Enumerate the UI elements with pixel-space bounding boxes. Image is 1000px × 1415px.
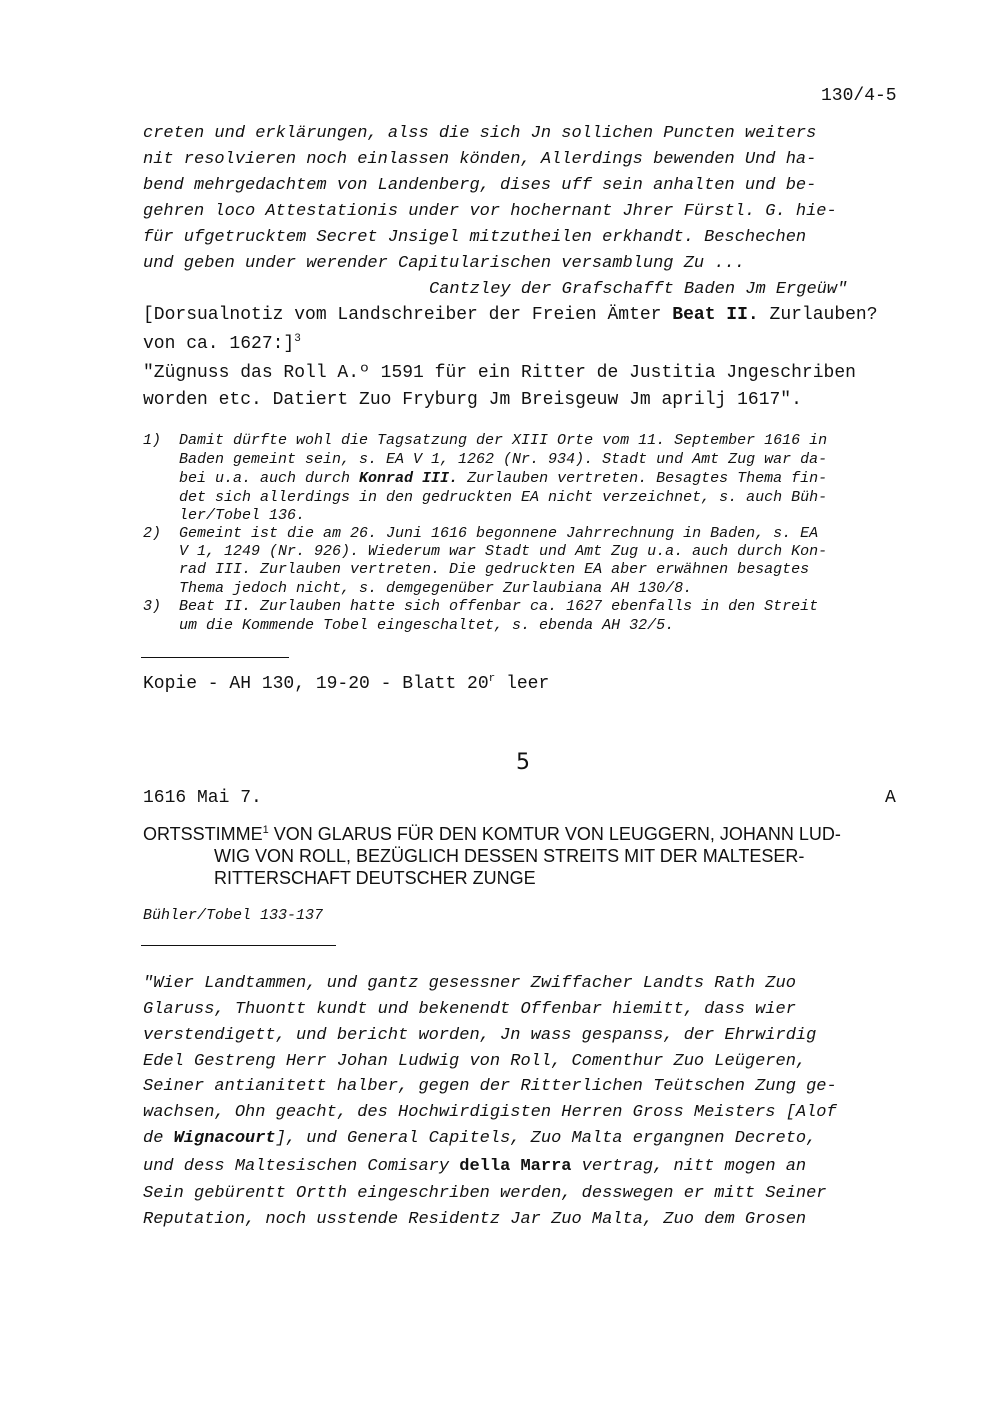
footnote-ref: 3 [294,333,301,345]
body-line [143,1157,806,1176]
footnote-line: Beat II. Zurlauben hatte sich offenbar ca. 1627 ebenfalls in den Streit [179,598,819,615]
body-text: ], und General Capitels, Zuo Malta ergangnen Decreto, [275,1129,817,1148]
title-word: ORTSSTIMME [143,824,263,844]
dorsal-name: Beat II. [672,305,759,325]
dorsal-note-line2 [143,333,301,354]
footnote-line: um die Kommende Tobel eingeschaltet, s. ebenda AH 32/5. [179,617,675,634]
footnote-line: ler/Tobel 136. [179,507,306,524]
quote-line: creten und erklärungen, alss die sich Jn sollichen Puncten weiters [143,124,817,143]
source-sup: r [488,673,496,685]
footnote-line [179,470,827,487]
body-line: Seiner antianitett halber, gegen der Ritterlichen Teütschen Zung ge- [143,1077,837,1096]
dorsal-date: von ca. 1627:] [143,334,295,354]
dorsal-suffix: Zurlauben? [758,305,878,325]
entry-reference: Bühler/Tobel 133-137 [143,907,324,924]
body-line: Reputation, noch usstende Residentz Jar Zuo Malta, Zuo dem Grosen [143,1210,807,1229]
footnote-line: rad III. Zurlauben vertreten. Die gedruckten EA aber erwähnen besagtes [179,561,810,578]
source-text: Kopie - AH 130, 19-20 - Blatt 20 [143,674,489,694]
body-text: und dess Maltesischen Comisary [143,1157,460,1176]
footnote-number: 1) [143,432,162,449]
quote-line: nit resolvieren noch einlassen könden, Allerdings bewenden Und ha- [143,150,817,169]
footnote-line: Gemeint ist die am 26. Juni 1616 begonnene Jahrrechnung in Baden, s. EA [179,525,819,542]
divider [141,657,289,658]
footnote-number: 3) [143,598,162,615]
quote-line: für ufgetrucktem Secret Jnsigel mitzutheilen erkhandt. Beschechen [143,228,807,247]
body-text: de [143,1129,174,1148]
body-bold-name: della Marra [459,1157,572,1176]
dorsal-prefix: [Dorsualnotiz vom Landschreiber der Freien Ämter [143,305,673,325]
body-line: Edel Gestreng Herr Johan Ludwig von Roll, Comenthur Zuo Leügeren, [143,1052,807,1071]
footnote-number: 2) [143,525,162,542]
quote-line: gehren loco Attestationis under vor hochernant Jhrer Fürstl. G. hie- [143,202,837,221]
body-text: vertrag, nitt mogen an [571,1157,807,1176]
footnote-line: Baden gemeint sein, s. EA V 1, 1262 (Nr. 934). Stadt und Amt Zug war da- [179,451,828,468]
page-number: 130/4-5 [821,86,897,106]
dorsal-quote-line: worden etc. Datiert Zuo Fryburg Jm Breisgeuw Jm aprilj 1617". [143,390,802,410]
title-text: VON GLARUS FÜR DEN KOMTUR VON LEUGGERN, JOHANN LUD- [268,824,841,844]
source-line [143,673,549,694]
source-text: leer [495,674,550,694]
footnote-line: V 1, 1249 (Nr. 926). Wiederum war Stadt und Amt Zug u.a. auch durch Kon- [179,543,828,560]
footnote-bold-name: Konrad III. [359,470,459,487]
body-line [143,1129,816,1148]
body-line: verstendigett, und bericht worden, Jn wass gespanss, der Ehrwirdig [143,1026,817,1045]
entry-title-line1 [143,824,841,845]
entry-letter: A [885,788,896,808]
body-line: Sein gebürentt Ortth eingeschriben werden, desswegen er mitt Seiner [143,1184,827,1203]
dorsal-note-line1 [143,305,878,325]
entry-number: 5 [516,750,530,775]
entry-title-line2: WIG VON ROLL, BEZÜGLICH DESSEN STREITS MIT DER MALTESER- [214,846,805,866]
signature: Cantzley der Grafschafft Baden Jm Ergeüw" [429,280,848,299]
entry-date: 1616 Mai 7. [143,788,262,808]
footnote-line: Damit dürfte wohl die Tagsatzung der XIII Orte vom 11. September 1616 in [179,432,828,449]
body-bold-name: Wignacourt [173,1129,276,1148]
quote-line: bend mehrgedachtem von Landenberg, dises uff sein anhalten und be- [143,176,817,195]
footnote-line: Thema jedoch nicht, s. demgegenüber Zurlaubiana AH 130/8. [179,580,693,597]
body-line: Glaruss, Thuontt kundt und bekenendt Offenbar hiemitt, dass wier [143,1000,796,1019]
quote-line: und geben under werender Capitularischen versamblung Zu ... [143,254,745,273]
entry-title-line3: RITTERSCHAFT DEUTSCHER ZUNGE [214,868,536,888]
dorsal-quote-line: "Zügnuss das Roll A.º 1591 für ein Ritter de Justitia Jngeschriben [143,363,856,383]
footnote-ref: 1 [262,824,269,836]
footnote-line: det sich allerdings in den gedruckten EA nicht verzeichnet, s. auch Büh- [179,489,828,506]
body-line: wachsen, Ohn geacht, des Hochwirdigisten Herren Gross Meisters [Alof [143,1103,837,1122]
footnote-text: Zurlauben vertreten. Besagtes Thema fin- [458,470,828,487]
divider [141,945,336,946]
footnote-text: bei u.a. auch durch [179,470,360,487]
body-line: "Wier Landtammen, und gantz gesessner Zwiffacher Landts Rath Zuo [143,974,796,993]
